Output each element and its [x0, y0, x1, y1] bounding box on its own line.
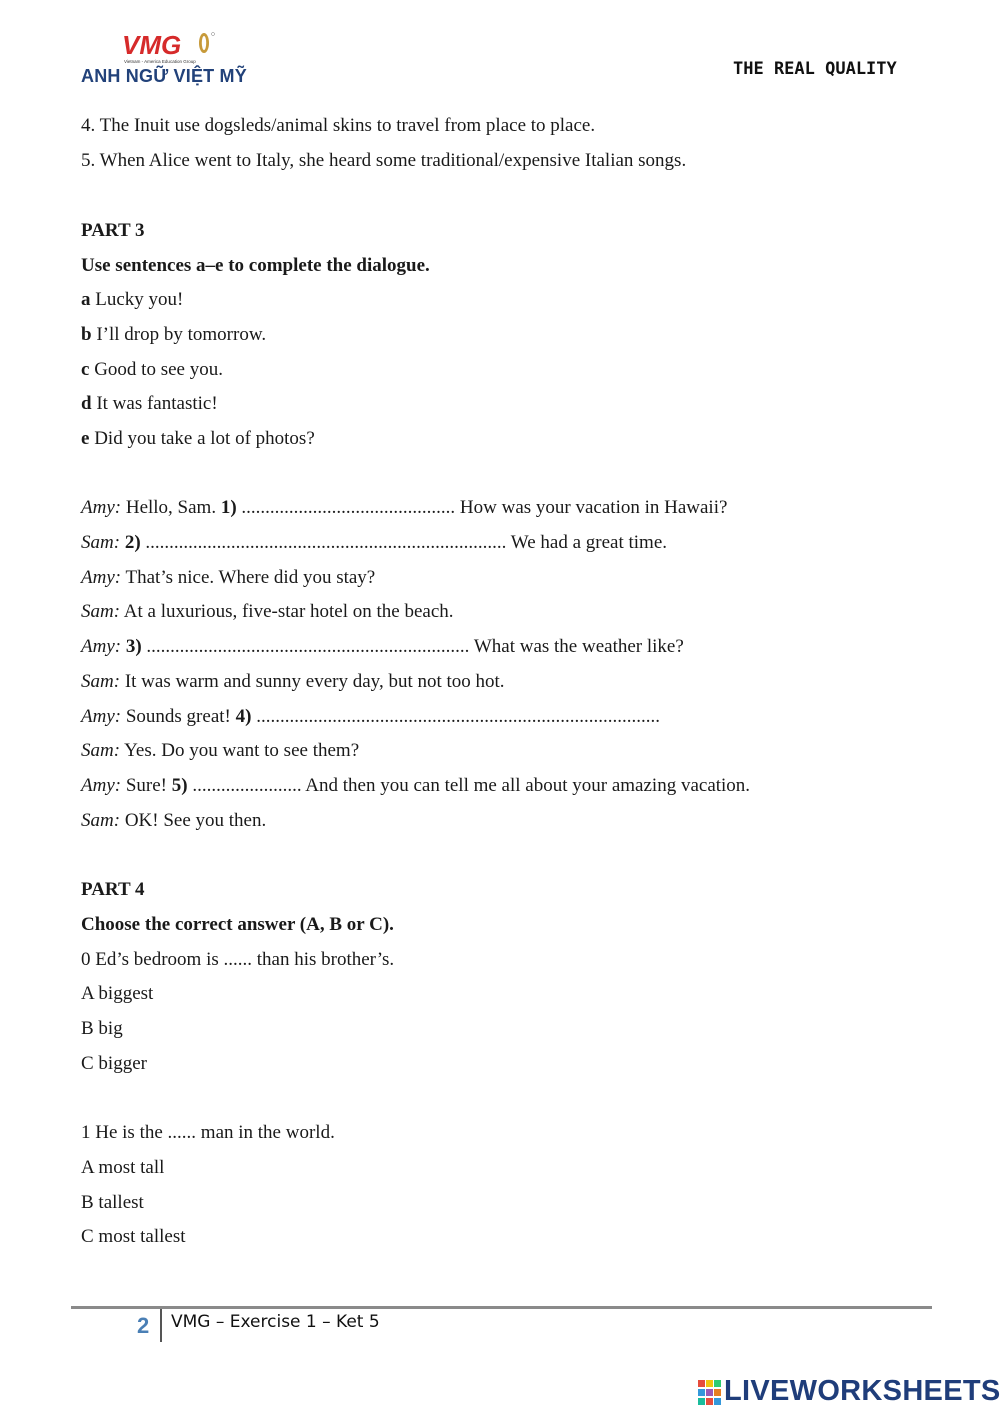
- blank-number: 2): [124, 532, 141, 553]
- utterance: Sure!: [121, 775, 172, 796]
- utterance: OK! See you then.: [120, 810, 267, 831]
- liveworksheets-wordmark: LIVEWORKSHEETS: [724, 1375, 1000, 1407]
- part4-title: PART 4: [81, 879, 145, 900]
- dialogue-line-9: [81, 775, 750, 797]
- option-letter: a: [81, 289, 91, 310]
- choice-b[interactable]: B big: [81, 1018, 123, 1039]
- speaker: Amy:: [81, 497, 122, 518]
- utterance: Hello, Sam.: [121, 497, 221, 518]
- option-letter: c: [81, 359, 90, 380]
- answer-blank[interactable]: ....................... And then you can tell me all about your amazing vacation.: [187, 775, 751, 796]
- option-letter: d: [81, 393, 92, 414]
- utterance: That’s nice. Where did you stay?: [121, 567, 376, 588]
- option-c: [81, 359, 223, 381]
- speaker: Sam:: [81, 740, 121, 761]
- vmg-logo-letters: VMG: [122, 30, 182, 60]
- part2-item-4: 4. The Inuit use dogsleds/animal skins to travel from place to place.: [81, 115, 596, 136]
- answer-blank[interactable]: .................................................................... What was the weather like?: [141, 636, 684, 657]
- speaker: Sam:: [81, 601, 121, 622]
- choice-a[interactable]: A biggest: [81, 983, 154, 1004]
- option-text: I’ll drop by tomorrow.: [91, 324, 267, 345]
- option-e: [81, 428, 315, 450]
- part4-instruction: Choose the correct answer (A, B or C).: [81, 914, 394, 935]
- option-text: Did you take a lot of photos?: [89, 428, 315, 449]
- dialogue-line-10: [81, 810, 266, 832]
- part3-instruction: Use sentences a–e to complete the dialogue.: [81, 255, 430, 276]
- answer-blank[interactable]: .....................................................................................: [251, 706, 660, 727]
- choice-c[interactable]: C most tallest: [81, 1226, 186, 1247]
- option-text: Good to see you.: [89, 359, 223, 380]
- option-letter: e: [81, 428, 90, 449]
- utterance: Sounds great!: [121, 706, 236, 727]
- utterance: It was warm and sunny every day, but not too hot.: [120, 671, 505, 692]
- dialogue-line-6: [81, 671, 505, 693]
- speaker: Amy:: [81, 775, 122, 796]
- dialogue-line-7: [81, 706, 660, 728]
- option-a: [81, 289, 183, 311]
- part3-title: PART 3: [81, 220, 145, 241]
- logo-text: ANH NGỮ VIỆT MỸ: [81, 66, 247, 86]
- logo-subtitle: Vietnam - America Education Group: [124, 59, 196, 64]
- dialogue-line-8: [81, 740, 359, 762]
- option-d: [81, 393, 218, 415]
- blank-number: 1): [220, 497, 237, 518]
- answer-blank[interactable]: ............................................................................ We had a great time.: [140, 532, 667, 553]
- blank-number: 5): [171, 775, 188, 796]
- dialogue-line-1: [81, 497, 727, 519]
- header-tagline: THE REAL QUALITY: [733, 59, 897, 79]
- dialogue-line-2: [81, 532, 667, 554]
- choice-a[interactable]: A most tall: [81, 1157, 165, 1178]
- option-text: It was fantastic!: [91, 393, 218, 414]
- option-letter: b: [81, 324, 92, 345]
- speaker: Sam:: [81, 532, 121, 553]
- question-stem: 0 Ed’s bedroom is ...... than his brother’s.: [81, 949, 395, 970]
- answer-blank[interactable]: ............................................. How was your vacation in Hawaii?: [236, 497, 728, 518]
- liveworksheets-icon: [698, 1380, 722, 1406]
- utterance: Yes. Do you want to see them?: [120, 740, 360, 761]
- question-stem: 1 He is the ...... man in the world.: [81, 1122, 335, 1143]
- speaker: Sam:: [81, 810, 121, 831]
- choice-c[interactable]: C bigger: [81, 1053, 147, 1074]
- speaker: Amy:: [81, 706, 122, 727]
- utterance: At a luxurious, five-star hotel on the beach.: [120, 601, 454, 622]
- option-b: [81, 324, 266, 346]
- dialogue-line-5: [81, 636, 684, 658]
- choice-b[interactable]: B tallest: [81, 1192, 144, 1213]
- blank-number: 4): [235, 706, 252, 727]
- speaker: Amy:: [81, 636, 122, 657]
- blank-number: 3): [125, 636, 142, 657]
- footer-label: VMG – Exercise 1 – Ket 5: [171, 1312, 380, 1332]
- dialogue-line-3: [81, 567, 375, 589]
- page-separator: [160, 1309, 162, 1342]
- page-number: 2: [137, 1313, 150, 1338]
- speaker: Amy:: [81, 567, 122, 588]
- dialogue-line-4: [81, 601, 454, 623]
- option-text: Lucky you!: [90, 289, 184, 310]
- footer-rule: [71, 1306, 932, 1309]
- speaker: Sam:: [81, 671, 121, 692]
- part2-item-5: 5. When Alice went to Italy, she heard some traditional/expensive Italian songs.: [81, 150, 687, 171]
